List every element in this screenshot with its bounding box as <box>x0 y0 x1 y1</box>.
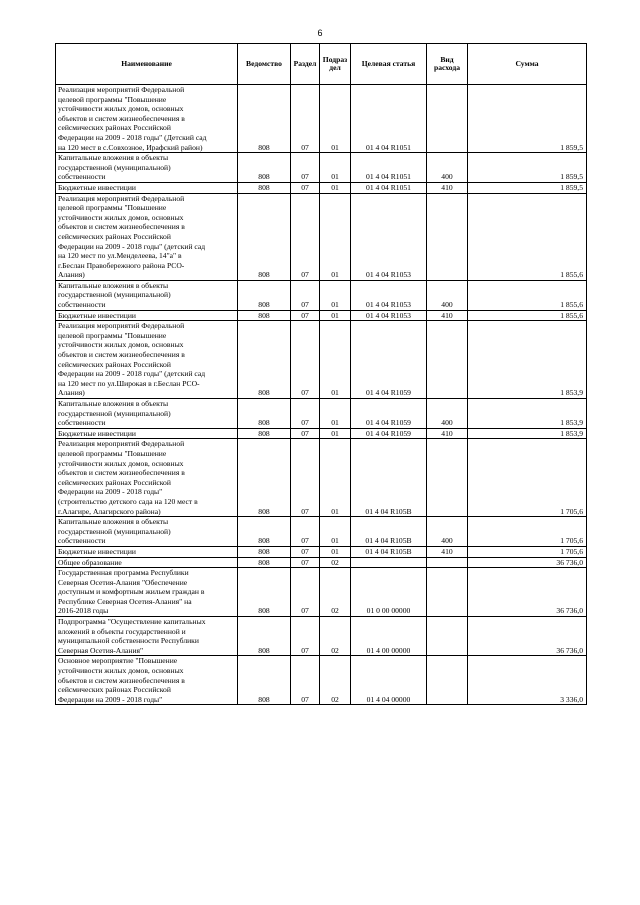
table-row <box>56 280 587 310</box>
header-article: Целевая статья <box>351 44 427 85</box>
cell-name: Государственная программа Республики Северная Осетия-Алания "Обеспечение доступным и комфортным жильем граждан в Республике Северная Осетия-Алания" на 2016-2018 годы <box>56 568 238 617</box>
cell-section: 07 <box>291 153 320 183</box>
cell-article: 01 4 04 R105B <box>351 546 427 557</box>
cell-article: 01 4 04 R1059 <box>351 399 427 429</box>
cell-article: 01 4 04 R1051 <box>351 182 427 193</box>
table-row <box>56 153 587 183</box>
cell-dept: 808 <box>238 153 291 183</box>
cell-type: 410 <box>427 310 468 321</box>
cell-dept: 808 <box>238 280 291 310</box>
cell-type: 410 <box>427 546 468 557</box>
table-row <box>56 399 587 429</box>
cell-subsection: 01 <box>320 321 351 399</box>
cell-sum: 36 736,0 <box>468 568 587 617</box>
cell-subsection: 01 <box>320 280 351 310</box>
cell-section: 07 <box>291 517 320 547</box>
cell-section: 07 <box>291 656 320 705</box>
cell-article: 01 4 04 R1059 <box>351 321 427 399</box>
cell-article: 01 4 04 00000 <box>351 656 427 705</box>
cell-dept: 808 <box>238 428 291 439</box>
cell-sum: 1 855,6 <box>468 280 587 310</box>
budget-table <box>55 43 587 705</box>
cell-name: Основное мероприятие "Повышение устойчивости жилых домов, основных объектов и систем жизнеобеспечения в сейсмических районах Российской Федерации на 2009 - 2018 годы" <box>56 656 238 705</box>
cell-section: 07 <box>291 321 320 399</box>
header-type: Вид расхода <box>427 44 468 85</box>
table-row <box>56 557 587 568</box>
cell-dept: 808 <box>238 617 291 656</box>
cell-sum: 1 853,9 <box>468 399 587 429</box>
cell-subsection: 01 <box>320 193 351 280</box>
cell-name: Капитальные вложения в объекты государственной (муниципальной) собственности <box>56 517 238 547</box>
cell-sum: 1 859,5 <box>468 153 587 183</box>
cell-subsection: 01 <box>320 517 351 547</box>
cell-article: 01 4 04 R105B <box>351 439 427 517</box>
cell-type: 410 <box>427 182 468 193</box>
cell-section: 07 <box>291 557 320 568</box>
cell-type: 400 <box>427 399 468 429</box>
cell-subsection: 01 <box>320 428 351 439</box>
table-row <box>56 517 587 547</box>
cell-article: 01 4 04 R1053 <box>351 310 427 321</box>
table-row <box>56 182 587 193</box>
cell-subsection: 01 <box>320 439 351 517</box>
cell-section: 07 <box>291 617 320 656</box>
cell-section: 07 <box>291 280 320 310</box>
cell-dept: 808 <box>238 310 291 321</box>
cell-name: Реализация мероприятий Федеральной целевой программы "Повышение устойчивости жилых домов, основных объектов и систем жизнеобеспечения в сейсмических районах Российской Федерации на 2009 - 2018 годы" (детский сад на 120 мест по ул.Широкая в г.Беслан РСО- Алания) <box>56 321 238 399</box>
cell-subsection: 01 <box>320 153 351 183</box>
cell-type <box>427 617 468 656</box>
table-row <box>56 310 587 321</box>
cell-dept: 808 <box>238 568 291 617</box>
cell-name: Капитальные вложения в объекты государственной (муниципальной) собственности <box>56 399 238 429</box>
cell-type: 400 <box>427 517 468 547</box>
cell-type: 410 <box>427 428 468 439</box>
cell-name: Реализация мероприятий Федеральной целевой программы "Повышение устойчивости жилых домов, основных объектов и систем жизнеобеспечения в сейсмических районах Российской Федерации на 2009 - 2018 годы" (детский сад на 120 мест по ул.Менделеева, 14"а" в г.Беслан Правобережного района РСО- Алания) <box>56 193 238 280</box>
cell-name: Общее образование <box>56 557 238 568</box>
table-row <box>56 656 587 705</box>
cell-name: Капитальные вложения в объекты государственной (муниципальной) собственности <box>56 153 238 183</box>
cell-section: 07 <box>291 439 320 517</box>
cell-type: 400 <box>427 280 468 310</box>
cell-section: 07 <box>291 568 320 617</box>
cell-article: 01 0 00 00000 <box>351 568 427 617</box>
cell-section: 07 <box>291 182 320 193</box>
cell-sum: 1 855,6 <box>468 193 587 280</box>
cell-section: 07 <box>291 546 320 557</box>
cell-type <box>427 321 468 399</box>
header-row <box>56 44 587 85</box>
cell-dept: 808 <box>238 85 291 153</box>
cell-sum: 36 736,0 <box>468 617 587 656</box>
cell-sum: 1 859,5 <box>468 182 587 193</box>
cell-sum: 1 705,6 <box>468 517 587 547</box>
cell-type <box>427 193 468 280</box>
cell-section: 07 <box>291 85 320 153</box>
cell-subsection: 02 <box>320 557 351 568</box>
cell-subsection: 01 <box>320 85 351 153</box>
cell-dept: 808 <box>238 557 291 568</box>
cell-section: 07 <box>291 310 320 321</box>
cell-subsection: 02 <box>320 656 351 705</box>
table-row <box>56 568 587 617</box>
cell-article <box>351 557 427 568</box>
cell-sum: 1 859,5 <box>468 85 587 153</box>
cell-sum: 1 853,9 <box>468 321 587 399</box>
table-row <box>56 439 587 517</box>
table-row <box>56 321 587 399</box>
cell-type: 400 <box>427 153 468 183</box>
cell-article: 01 4 04 R1053 <box>351 193 427 280</box>
header-dept: Ведомство <box>238 44 291 85</box>
cell-dept: 808 <box>238 399 291 429</box>
cell-article: 01 4 04 R1053 <box>351 280 427 310</box>
table-row <box>56 546 587 557</box>
cell-dept: 808 <box>238 546 291 557</box>
cell-type <box>427 656 468 705</box>
cell-article: 01 4 00 00000 <box>351 617 427 656</box>
header-subsection: Подраз дел <box>320 44 351 85</box>
cell-name: Бюджетные инвестиции <box>56 428 238 439</box>
cell-dept: 808 <box>238 656 291 705</box>
cell-name: Бюджетные инвестиции <box>56 182 238 193</box>
table-row <box>56 193 587 280</box>
cell-subsection: 02 <box>320 617 351 656</box>
cell-subsection: 02 <box>320 568 351 617</box>
cell-subsection: 01 <box>320 546 351 557</box>
cell-name: Реализация мероприятий Федеральной целевой программы "Повышение устойчивости жилых домов, основных объектов и систем жизнеобеспечения в сейсмических районах Российской Федерации на 2009 - 2018 годы" (Детский сад на 120 мест в с.Совхозное, Ирафский район) <box>56 85 238 153</box>
table-row <box>56 428 587 439</box>
header-name: Наименование <box>56 44 238 85</box>
cell-article: 01 4 04 R1051 <box>351 85 427 153</box>
cell-article: 01 4 04 R1051 <box>351 153 427 183</box>
cell-sum: 1 853,9 <box>468 428 587 439</box>
cell-sum: 36 736,0 <box>468 557 587 568</box>
cell-section: 07 <box>291 399 320 429</box>
page-number: 6 <box>317 28 323 38</box>
cell-dept: 808 <box>238 182 291 193</box>
cell-subsection: 01 <box>320 310 351 321</box>
cell-dept: 808 <box>238 321 291 399</box>
cell-dept: 808 <box>238 517 291 547</box>
cell-article: 01 4 04 R1059 <box>351 428 427 439</box>
cell-type <box>427 557 468 568</box>
table-row <box>56 617 587 656</box>
cell-section: 07 <box>291 193 320 280</box>
cell-article: 01 4 04 R105B <box>351 517 427 547</box>
cell-dept: 808 <box>238 193 291 280</box>
cell-type <box>427 85 468 153</box>
cell-name: Реализация мероприятий Федеральной целевой программы "Повышение устойчивости жилых домов, основных объектов и систем жизнеобеспечения в сейсмических районах Российской Федерации на 2009 - 2018 годы" (строительство детского сада на 120 мест в г.Алагире, Алагирского района) <box>56 439 238 517</box>
cell-dept: 808 <box>238 439 291 517</box>
cell-type <box>427 439 468 517</box>
cell-name: Подпрограмма "Осуществление капитальных вложений в объекты государственной и муниципальной собственности Республики Северная Осетия-Алания" <box>56 617 238 656</box>
cell-name: Бюджетные инвестиции <box>56 310 238 321</box>
cell-sum: 1 705,6 <box>468 546 587 557</box>
cell-subsection: 01 <box>320 399 351 429</box>
cell-name: Капитальные вложения в объекты государственной (муниципальной) собственности <box>56 280 238 310</box>
table-row <box>56 85 587 153</box>
cell-section: 07 <box>291 428 320 439</box>
cell-sum: 1 855,6 <box>468 310 587 321</box>
header-section: Раздел <box>291 44 320 85</box>
cell-sum: 3 336,0 <box>468 656 587 705</box>
cell-name: Бюджетные инвестиции <box>56 546 238 557</box>
cell-type <box>427 568 468 617</box>
cell-sum: 1 705,6 <box>468 439 587 517</box>
header-sum: Сумма <box>468 44 587 85</box>
cell-subsection: 01 <box>320 182 351 193</box>
